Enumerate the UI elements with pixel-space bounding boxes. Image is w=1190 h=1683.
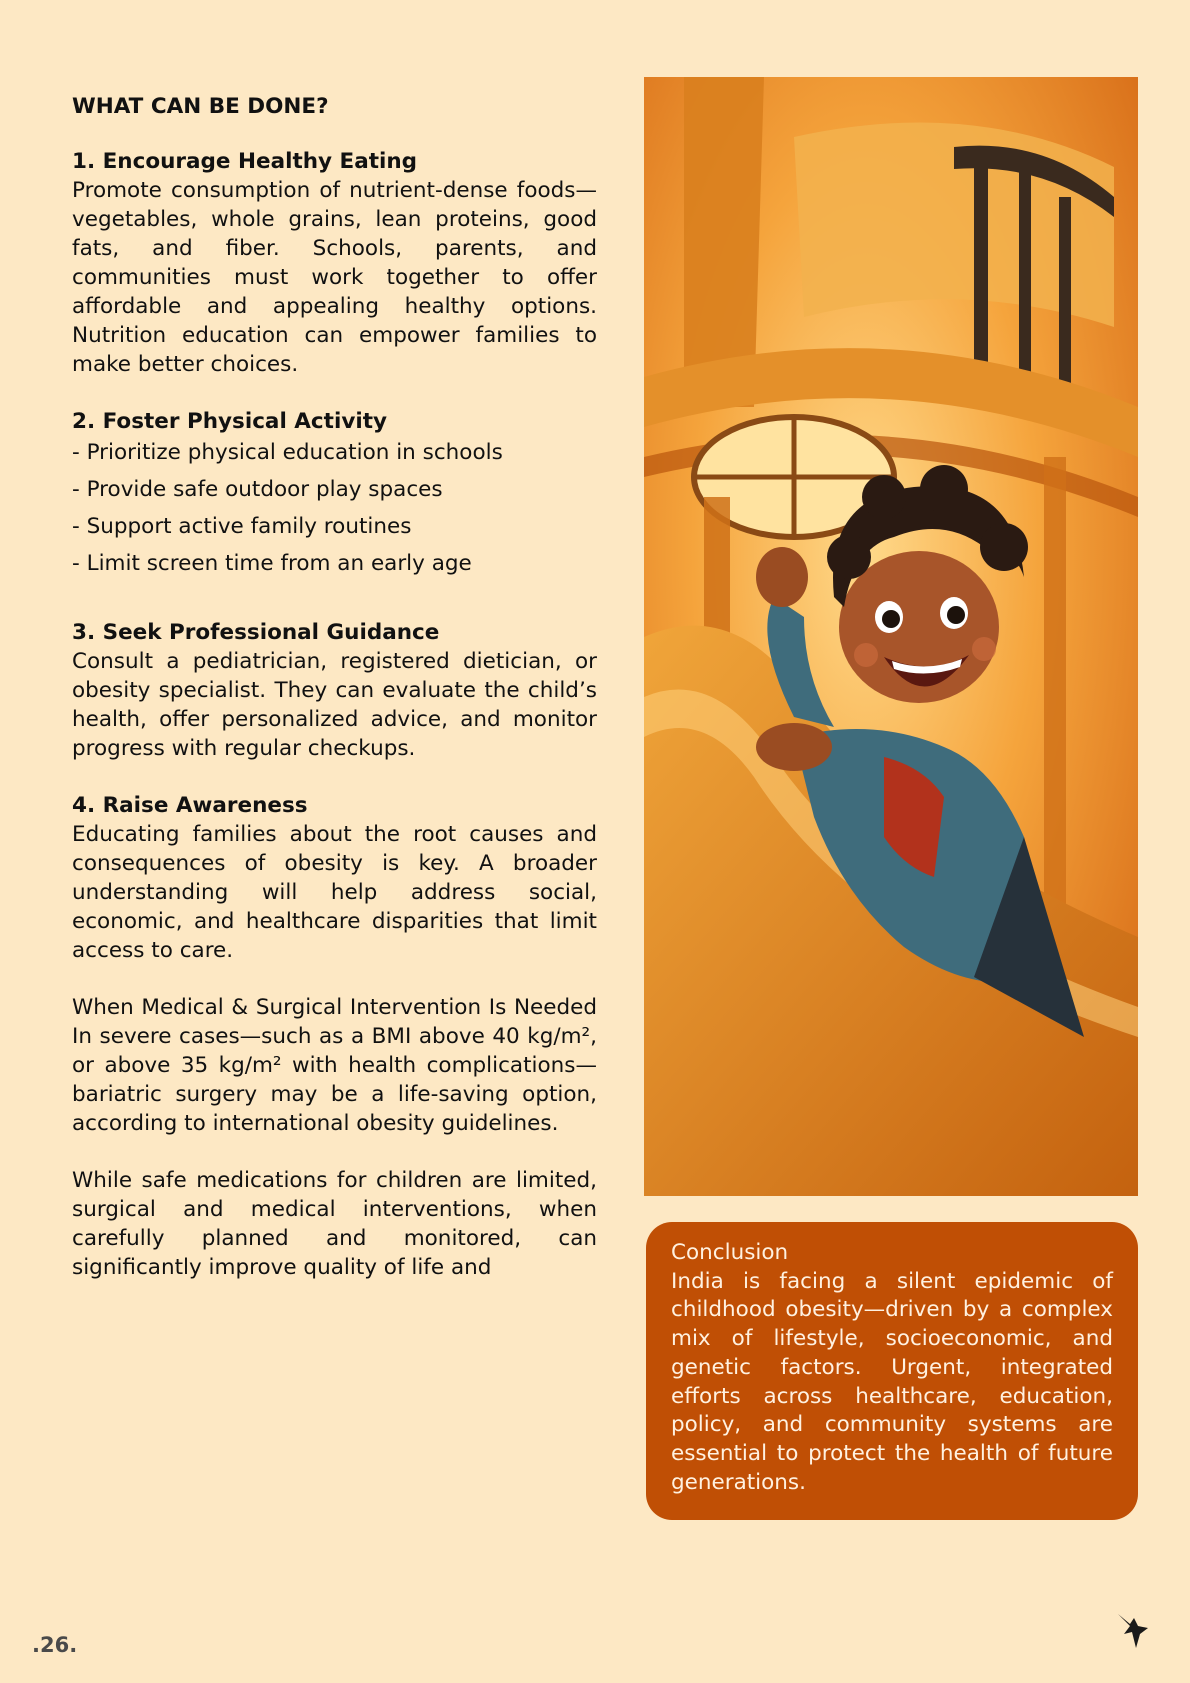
bird-logo-icon	[1116, 1612, 1150, 1650]
conclusion-body: India is facing a silent epidemic of childhood obesity—driven by a complex mix of lifestyle, socioeconomic, and genetic factors. Urgent, integrated efforts across healthcare, education, policy, and community systems are essential to protect the health of future generations.	[671, 1268, 1113, 1495]
bullet-item: - Support active family routines	[72, 514, 412, 539]
surgery-paragraph: When Medical & Surgical Intervention Is Needed In severe cases—such as a BMI above 40 kg/m², or above 35 kg/m² with health complications—bariatric surgery may be a life-saving option, according to international obesity guidelines.	[72, 995, 597, 1136]
section-title: 4. Raise Awareness	[72, 793, 308, 818]
bullet-list	[72, 438, 597, 578]
section-body: Promote consumption of nutrient-dense foods—vegetables, whole grains, lean proteins, good fats, and fiber. Schools, parents, and communities must work together to offer affordable and appealing healthy options. Nutrition education can empower families to make better choices.	[72, 178, 597, 377]
section-title: 1. Encourage Healthy Eating	[72, 149, 418, 174]
bullet-item: - Prioritize physical education in schools	[72, 440, 503, 465]
conclusion-title: Conclusion	[671, 1240, 789, 1265]
section-raise-awareness	[72, 791, 597, 965]
conclusion-box	[646, 1222, 1138, 1520]
section-body: Educating families about the root causes and consequences of obesity is key. A broader understanding will help address social, economic, and healthcare disparities that limit access to care.	[72, 822, 597, 963]
section-title: 3. Seek Professional Guidance	[72, 620, 440, 645]
medication-paragraph: While safe medications for children are limited, surgical and medical interventions, when carefully planned and monitored, can significantly improve quality of life and	[72, 1168, 597, 1280]
section-heading: WHAT CAN BE DONE?	[72, 94, 329, 119]
section-healthy-eating	[72, 147, 597, 379]
section-physical-activity	[72, 407, 597, 578]
page-number: .26.	[32, 1633, 78, 1657]
section-professional-guidance	[72, 618, 597, 763]
section-title: 2. Foster Physical Activity	[72, 409, 388, 434]
bullet-item: - Provide safe outdoor play spaces	[72, 477, 443, 502]
article-body	[72, 92, 597, 1310]
bullet-item: - Limit screen time from an early age	[72, 551, 472, 576]
child-playground-illustration	[644, 77, 1138, 1196]
section-body: Consult a pediatrician, registered dietician, or obesity specialist. They can evaluate the child’s health, offer personalized advice, and monitor progress with regular checkups.	[72, 649, 597, 761]
